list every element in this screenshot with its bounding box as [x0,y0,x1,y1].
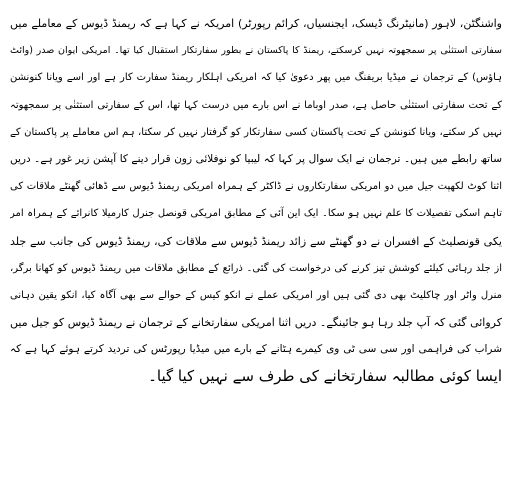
article-line: ہاؤس) کے ترجمان نے میڈیا بریفنگ میں پھر دعویٰ کیا کہ امریکی اہلکار ریمنڈ سفارت کار ہے اور اسے ویانا کنونشن [10,72,502,84]
article-line: منرل واٹر اور چاکلیٹ بھی دی گئی ہیں اور امریکی عملے نے انکو کیس کے حوالے سے بھی آگاہ کیا، انکو یقین دہانی [10,289,502,301]
article-line: اثنا کوٹ لکھپت جیل میں دو امریکی سفارتکاروں نے ڈاکٹر کے ہمراہ امریکی ریمنڈ ڈیوس سے ڈھائی گھنٹے ملاقات کی [10,181,502,193]
article-line: یکی قونصلیٹ کے افسران نے دو گھنٹے سے زائد ریمنڈ ڈیوس سے ملاقات کی، ریمنڈ ڈیوس کی جانب سے جلد [10,234,502,248]
article-line: تاہم اسکی تفصیلات کا علم نہیں ہو سکا۔ ایک این آئی کے مطابق امریکی قونصل جنرل کارمیلا کانرائے کے ہمراہ امر [10,208,502,220]
article-line: سفارتی استثنٰی پر سمجھوتہ نہیں کرسکتے، ریمنڈ کا پاکستان نے بطور سفارتکار استقبال کیا تھا۔ امریکی ایوان صدر (وائٹ [10,45,502,57]
article-line: کروائی گئی کہ آپ جلد رہا ہو جائینگے۔ دریں اثنا امریکی سفارتخانے کے ترجمان نے ریمنڈ ڈیوس کو جیل میں [10,316,502,330]
article-line: نہیں کر سکتے، ویانا کنونشن کے تحت پاکستان کسی سفارتکار کو گرفتار نہیں کر سکتا، ہم اس معاملے پر پاکستان کے [10,126,502,138]
article-line: واشنگٹن، لاہور (مانیٹرنگ ڈیسک، ایجنسیاں، کرائم رپورٹر) امریکہ نے کہا ہے کہ ریمنڈ ڈیوس کے معاملے میں [10,17,502,30]
article-line: ایسا کوئی مطالبہ سفارتخانے کی طرف سے نہیں کیا گیا۔ [148,367,502,386]
article-line: شراب کی فراہمی اور سی سی ٹی وی کیمرے ہٹانے کے بارے میں میڈیا رپورٹس کی تردید کرتے ہوئے کہا ہے کہ [10,343,502,356]
article-line: کے تحت سفارتی استثنٰی حاصل ہے، صدر اوباما نے اس بارے میں درست کہا تھا، اس کے سفارتی استثنٰی پر سمجھوتہ [10,99,502,111]
article-line: ساتھ رابطے میں ہیں۔ ترجمان نے ایک سوال پر کہا کہ لیبیا کو نوفلائی زون قرار دینے کا آپشن زیر غور ہے۔ دریں [10,152,502,165]
article-line: از جلد رہائی کیلئے کوشش تیز کرنے کی درخواست کی گئی۔ ذرائع کے مطابق ملاقات میں ریمنڈ ڈیوس کو کھانا برگر، [10,262,502,274]
